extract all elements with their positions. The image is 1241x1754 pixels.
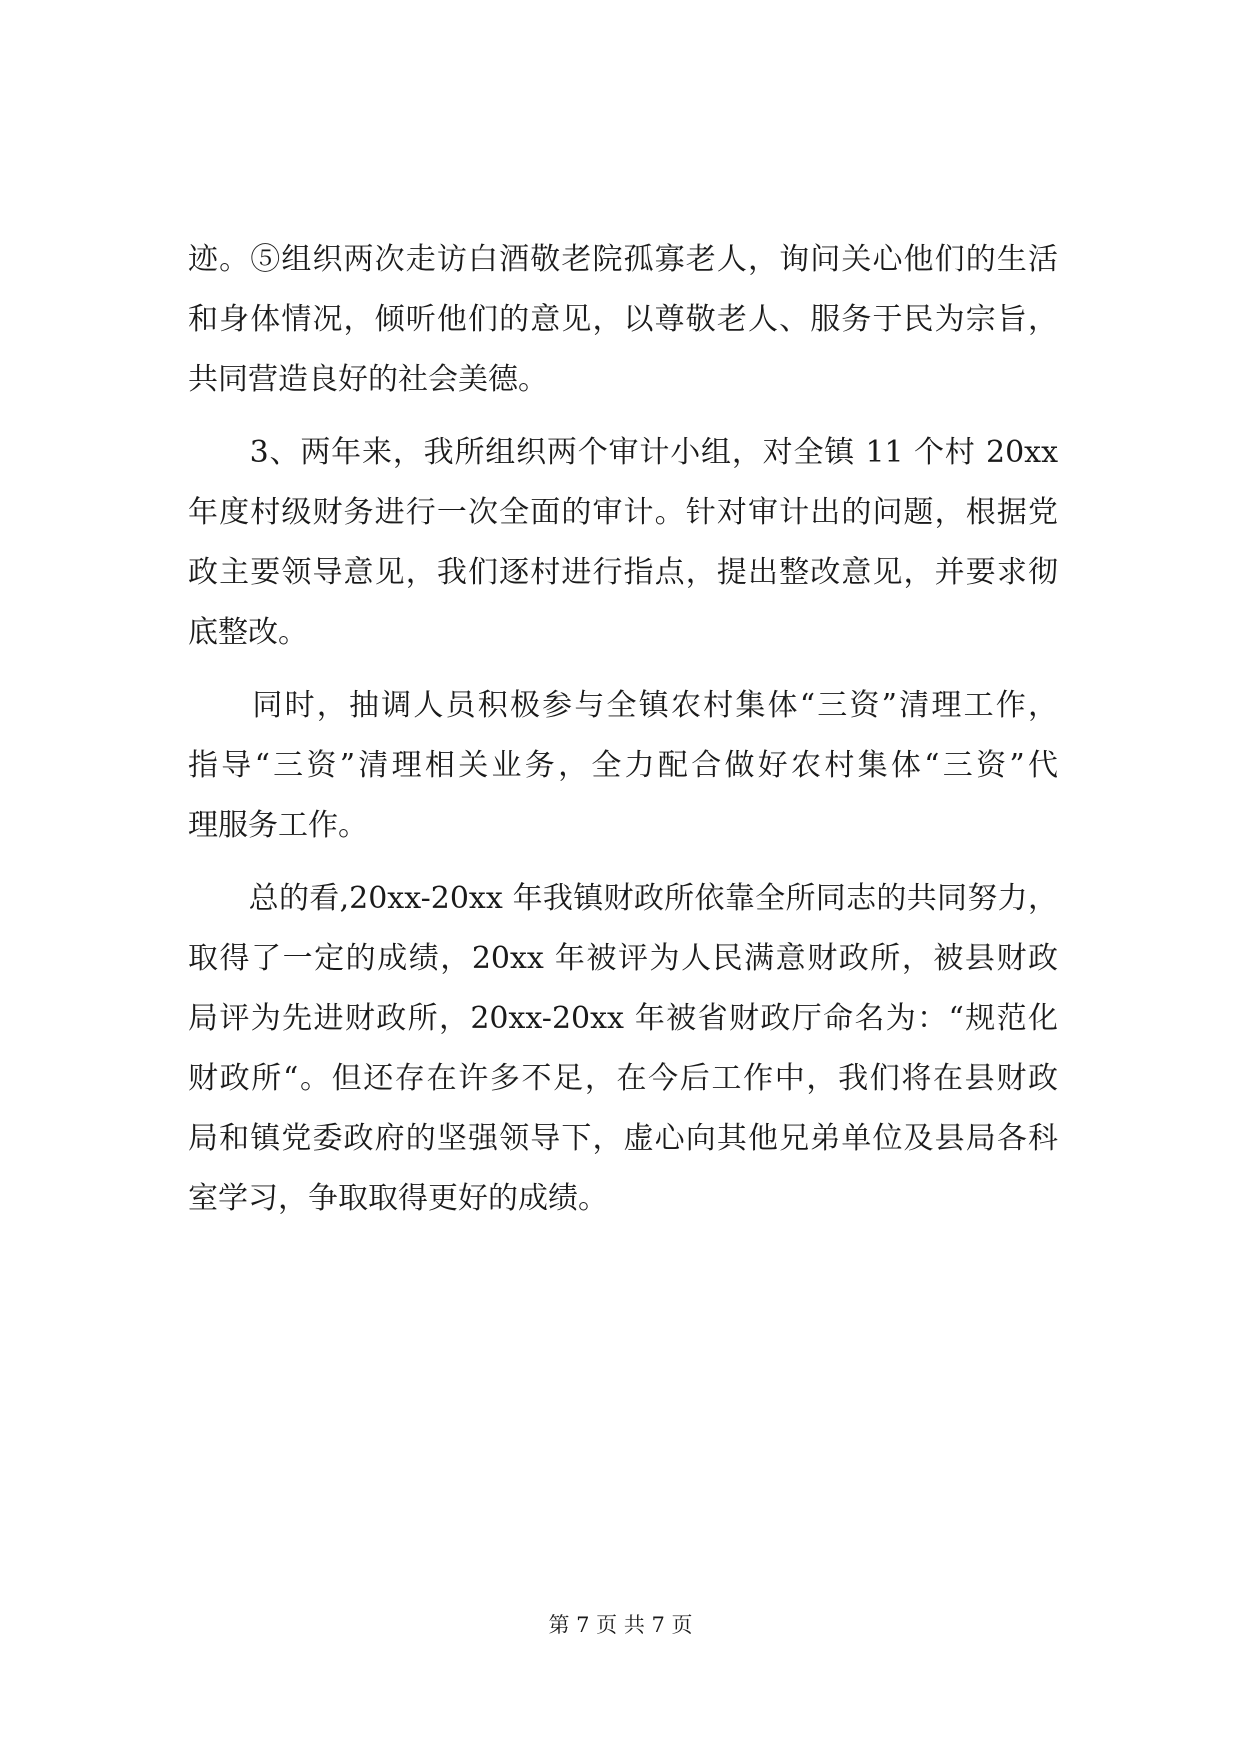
- text-line: 指导“三资”清理相关业务，全力配合做好农村集体“三资”代: [188, 748, 1058, 783]
- text-line: 财政所“。但还存在许多不足，在今后工作中，我们将在县财政: [188, 1061, 1058, 1096]
- text-line: 年度村级财务进行一次全面的审计。针对审计出的问题，根据党: [188, 495, 1058, 530]
- paragraph-2: [188, 423, 1058, 663]
- paragraph-1: [188, 230, 1058, 410]
- text-line: 局和镇党委政府的坚强领导下，虚心向其他兄弟单位及县局各科: [188, 1121, 1058, 1156]
- text-line: 总的看,20xx-20xx 年我镇财政所依靠全所同志的共同努力，: [188, 881, 1058, 916]
- text-line: 政主要领导意见，我们逐村进行指点，提出整改意见，并要求彻: [188, 555, 1058, 590]
- text-line: 和身体情况，倾听他们的意见，以尊敬老人、服务于民为宗旨，: [188, 302, 1058, 337]
- page-number-footer: 第 7 页 共 7 页: [548, 1613, 693, 1637]
- text-line: 室学习，争取取得更好的成绩。: [188, 1181, 608, 1216]
- text-line: 局评为先进财政所，20xx-20xx 年被省财政厅命名为：“规范化: [188, 1001, 1058, 1036]
- text-line: 理服务工作。: [188, 808, 368, 843]
- text-line: 3、两年来，我所组织两个审计小组，对全镇 11 个村 20xx: [188, 435, 1058, 470]
- paragraph-3: [188, 676, 1058, 856]
- text-line: 同时，抽调人员积极参与全镇农村集体“三资”清理工作，: [188, 688, 1058, 723]
- paragraph-4: [188, 869, 1058, 1229]
- text-line: 共同营造良好的社会美德。: [188, 362, 548, 397]
- text-line: 底整改。: [188, 615, 308, 650]
- document-body: [188, 230, 1058, 1229]
- text-line: 取得了一定的成绩，20xx 年被评为人民满意财政所，被县财政: [188, 941, 1058, 976]
- text-line: 迹。⑤组织两次走访白酒敬老院孤寡老人，询问关心他们的生活: [188, 242, 1058, 277]
